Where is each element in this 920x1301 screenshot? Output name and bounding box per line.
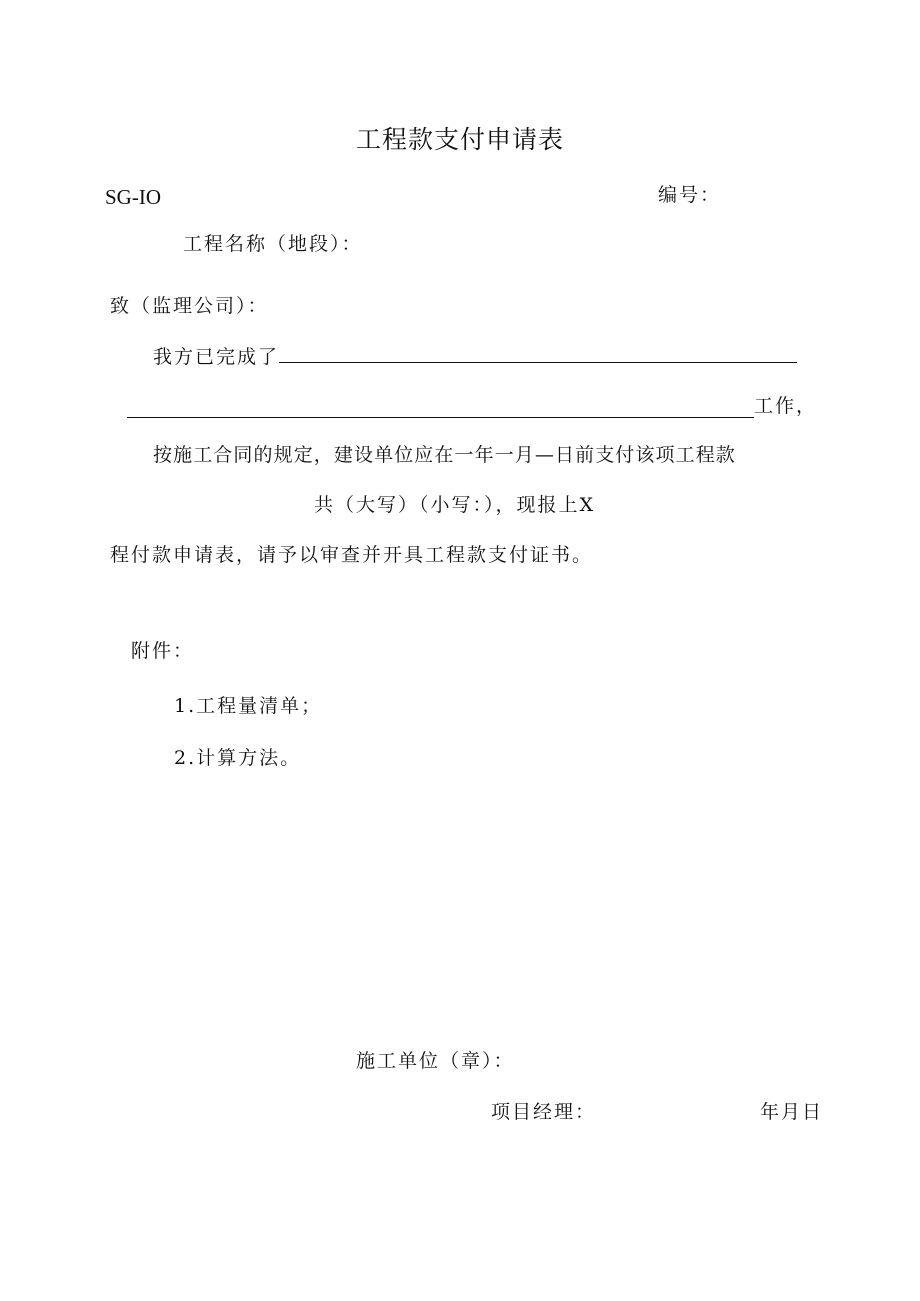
body-line-2 [127,391,817,418]
attachment-item: 1.工程量清单； [174,695,323,717]
addressee-line: 致（监理公司）： [110,295,269,317]
completed-work-blank [279,362,797,363]
serial-number-label: 编号： [658,184,722,206]
body-line-4: 共（大写）（小写：），现报上X [314,494,596,516]
attachments-label: 附件： [131,640,195,662]
body-line-1 [153,342,797,369]
body-line-2-text: 工作， [754,395,818,417]
form-code: SG-IO [105,185,161,209]
body-line-1-text: 我方已完成了 [153,346,280,368]
attachment-item: 2.计算方法。 [174,747,302,769]
construction-unit-seal-label: 施工单位（章）： [356,1050,515,1072]
body-line-3: 按施工合同的规定，建设单位应在一年一月—日前支付该项工程款 [153,444,736,466]
page-title: 工程款支付申请表 [355,125,564,154]
project-manager-label: 项目经理： [491,1101,597,1123]
body-line-5: 程付款申请表，请予以审查并开具工程款支付证书。 [110,544,594,566]
date-label: 年月日 [760,1101,824,1123]
work-description-blank [127,395,754,418]
project-name-label: 工程名称（地段）： [183,233,363,255]
